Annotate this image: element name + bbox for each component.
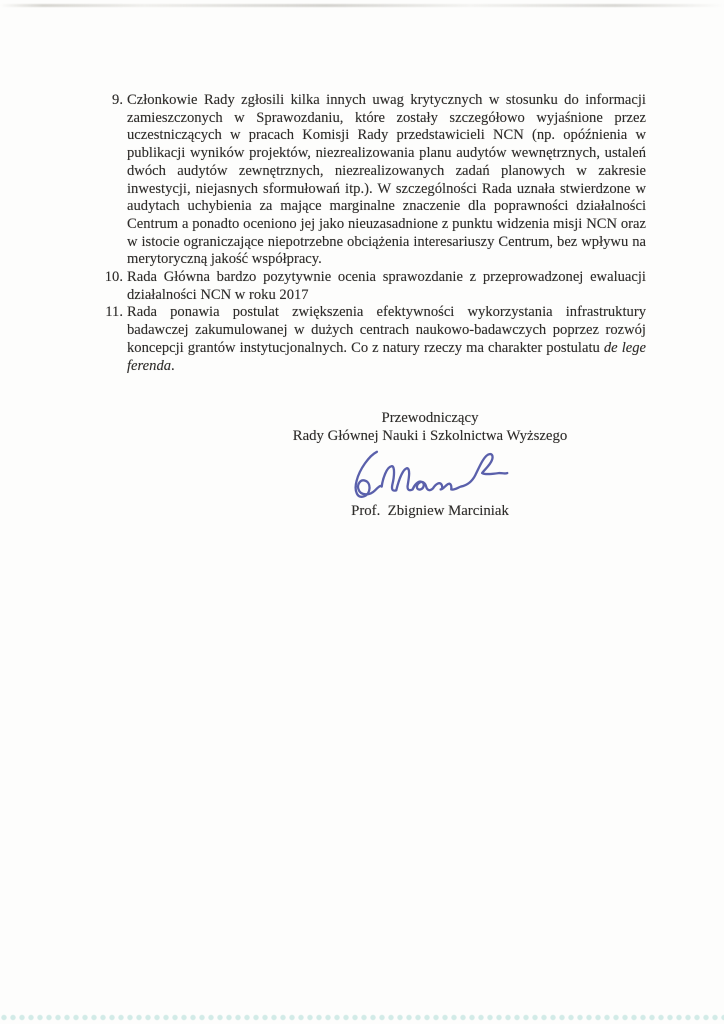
- latin-phrase-italic: de lege ferenda: [127, 339, 646, 374]
- signature-block: [230, 410, 630, 521]
- list-item-text: Członkowie Rady zgłosili kilka innych uwag krytycznych w stosunku do informacji zamieszczonych w Sprawozdaniu, które zostały szczegółowo wyjaśnione przez uczestniczących w pracach Komisji Rady przedstawicieli NCN (np. opóźnienia w publikacji wyników projektów, niezrealizowania planu audytów wewnętrznych, ustaleń dwóch audytów zewnętrznych, niezrealizowanych zadań planowych w zakresie inwestycji, niejasnych sformułowań itp.). W szczególności Rada uznała stwierdzone w audytach uchybienia za mające marginalne znaczenie dla poprawności działalności Centrum a ponadto oceniono jej jako nieuzasadnione z punktu widzenia misji NCN oraz w istocie ograniczające niepotrzebne obciążenia interesariuszy Centrum, bez wpływu na merytoryczną jakość współpracy.: [127, 92, 646, 268]
- list-item-number: 11.: [105, 304, 123, 321]
- list-item-text-end: .: [171, 357, 175, 374]
- list-item-number: 10.: [104, 269, 123, 286]
- document-body: [100, 92, 646, 375]
- list-item-11: [100, 304, 646, 375]
- signature-role-line-1: Przewodniczący: [381, 410, 479, 426]
- scan-artifact-top-edge: [0, 4, 724, 7]
- list-item-text: Rada Główna bardzo pozytywnie ocenia sprawozdanie z przeprowadzonej ewaluacji działalności NCN w roku 2017: [127, 269, 646, 303]
- signature-ink-stroke: [356, 452, 508, 497]
- signer-name: Prof. Zbigniew Marciniak: [351, 503, 509, 520]
- list-item-9: [100, 92, 646, 269]
- handwritten-signature-image: [344, 446, 516, 502]
- scan-perforation-bottom-edge: [0, 1013, 724, 1022]
- list-item-number: 9.: [112, 92, 123, 108]
- signature-role-line-2: Rady Głównej Nauki i Szkolnictwa Wyższego: [292, 427, 568, 444]
- list-item-10: [100, 269, 646, 304]
- list-item-text: Rada ponawia postulat zwiększenia efektywności wykorzystania infrastruktury badawczej zakumulowanej w dużych centrach naukowo-badawczych poprzez rozwój koncepcji grantów instytucjonalnych. Co z natury rzeczy ma charakter postulatu: [127, 304, 646, 356]
